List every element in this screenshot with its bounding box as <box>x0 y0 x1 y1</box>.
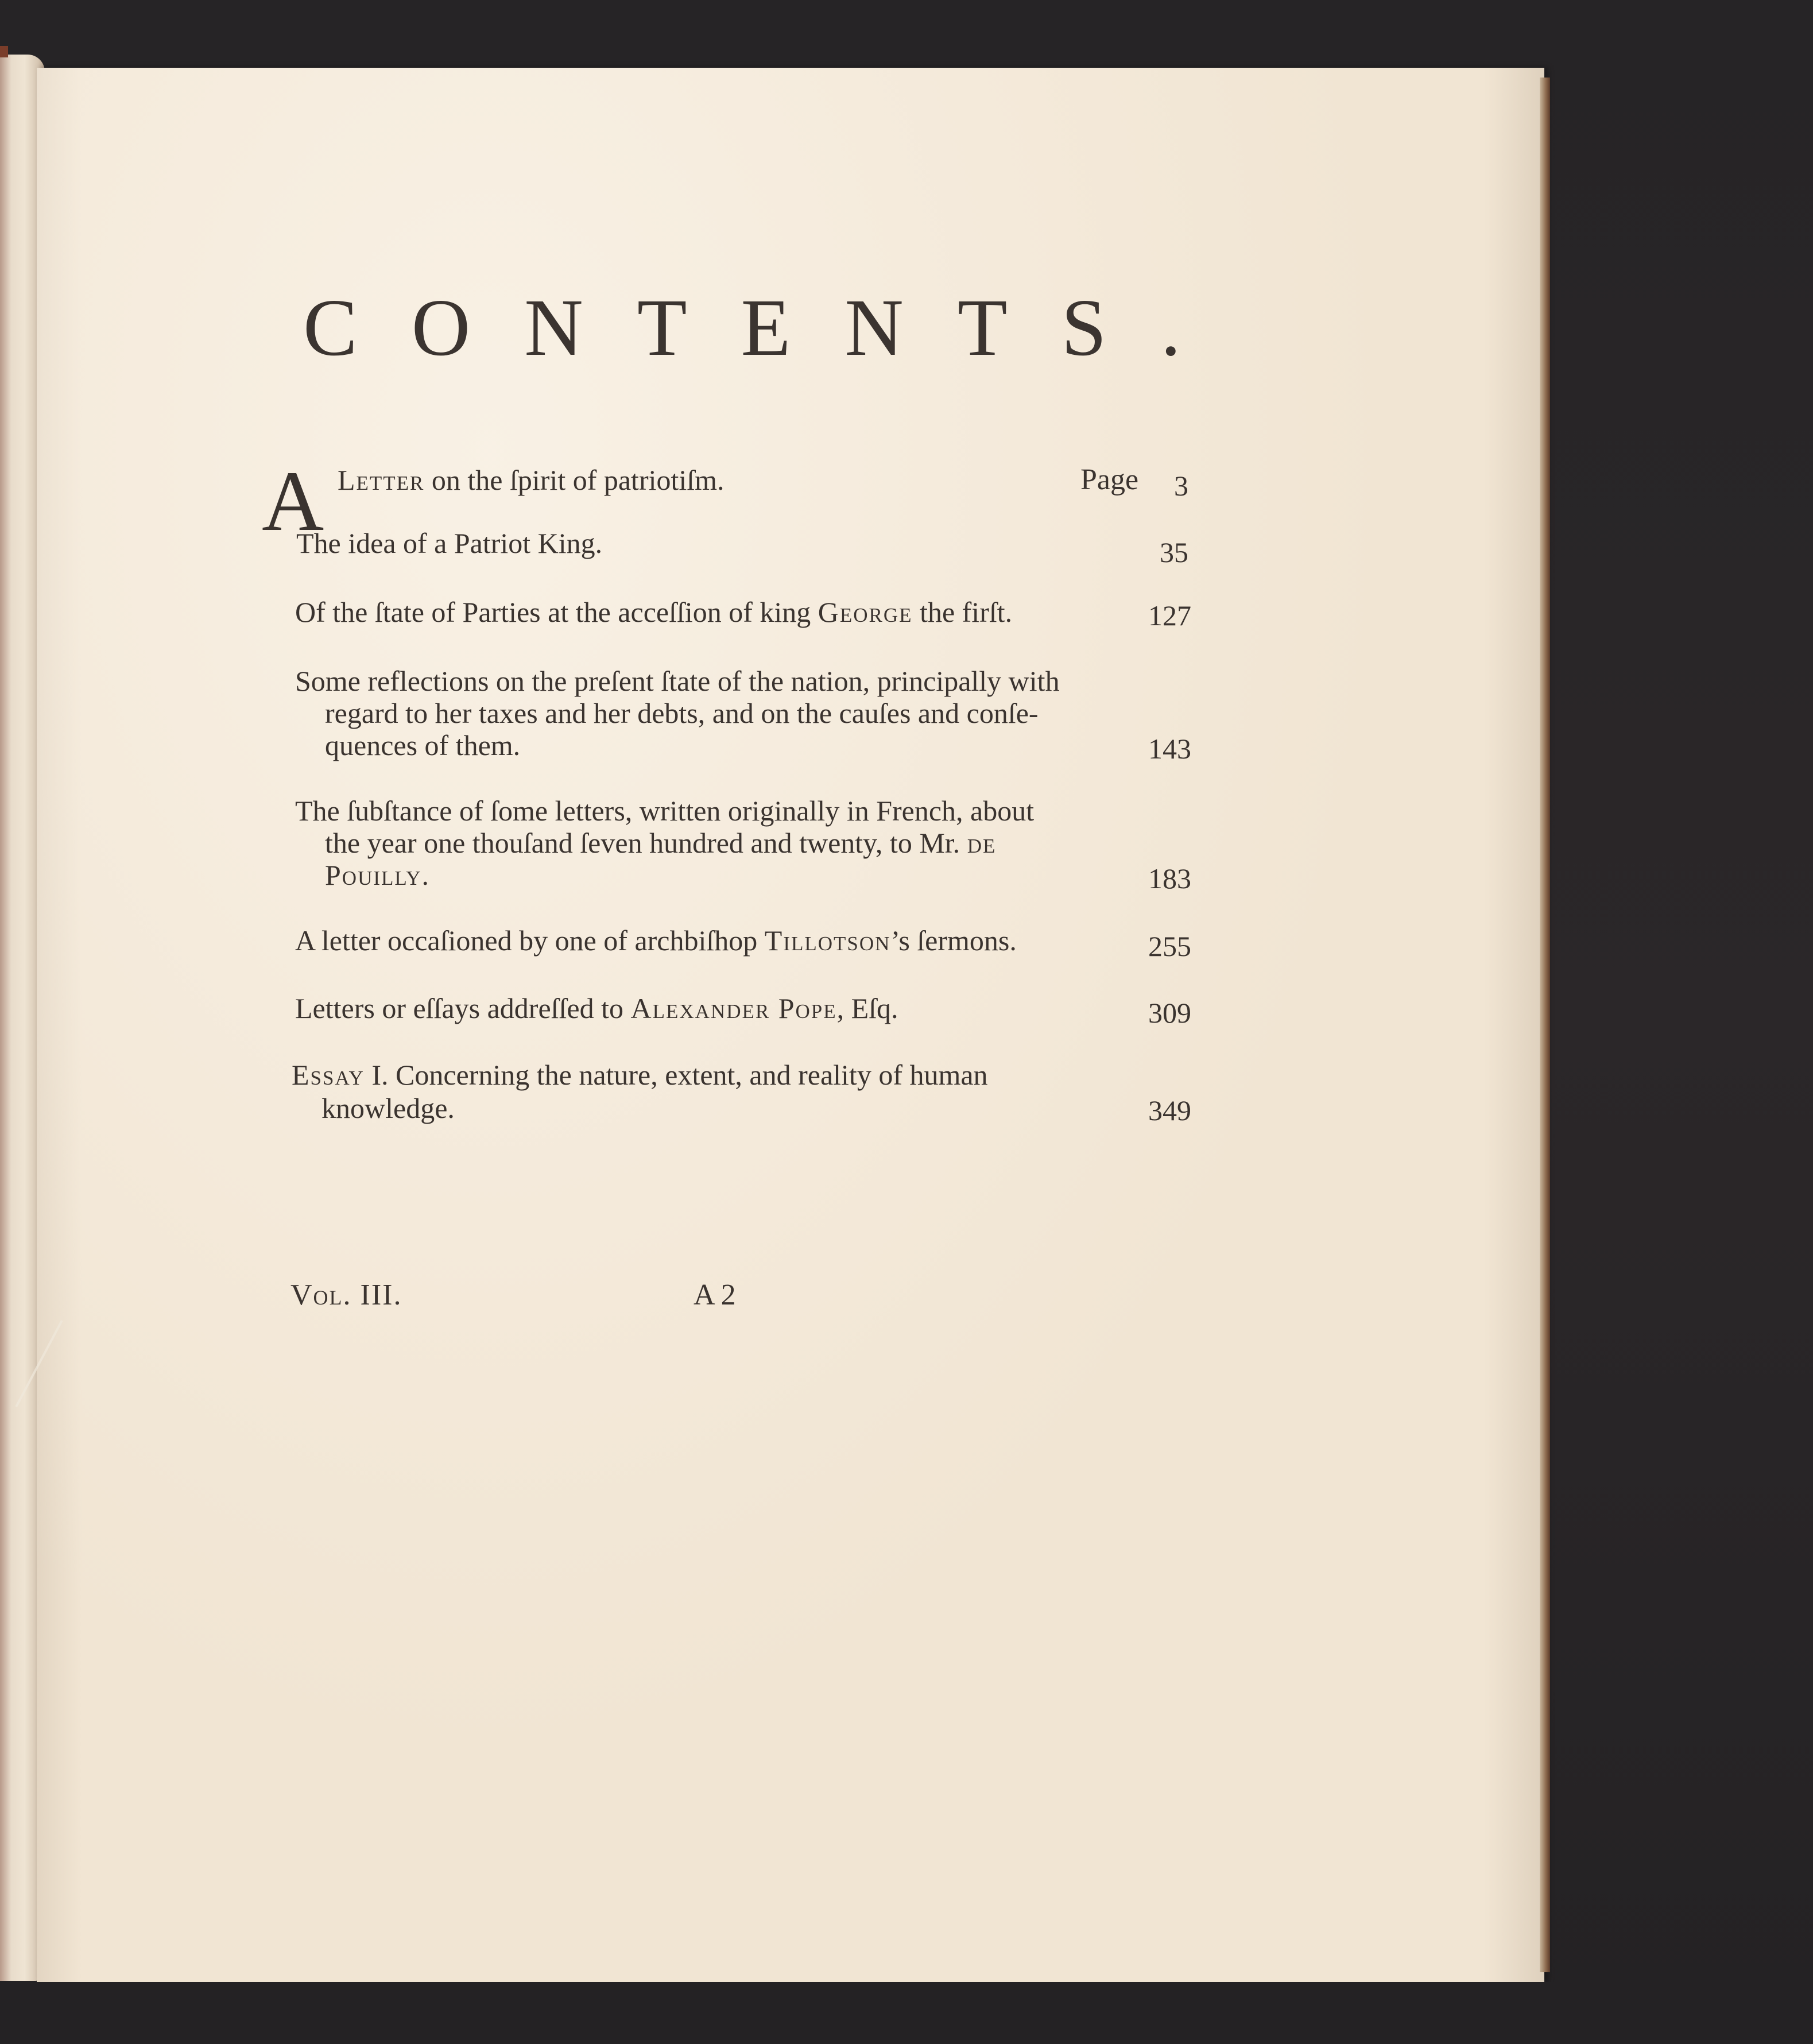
toc-entry-1-title: on the ſpirit of patriotiſm. <box>424 464 725 496</box>
toc-entry-8-line-1[interactable] <box>292 1059 988 1091</box>
toc-entry-1-page: 3 <box>1174 470 1188 502</box>
toc-entry-5-name-prefix: de <box>967 827 997 859</box>
signature-mark: A 2 <box>694 1279 736 1311</box>
toc-entry-6-title-b: ’s ſermons. <box>890 924 1017 957</box>
toc-entry-7-name: Alexander Pope <box>630 992 837 1024</box>
volume-label: Vol. III. <box>290 1279 402 1311</box>
toc-entry-3-name: George <box>818 596 913 628</box>
toc-entry-7-title-b: , Eſq. <box>836 992 898 1024</box>
toc-entry-4-line-2[interactable]: regard to her taxes and her debts, and on the cauſes and conſe- <box>325 697 1039 729</box>
toc-entry-6-title-a: A letter occaſioned by one of archbiſhop <box>295 924 765 957</box>
toc-entry-5-line-3[interactable]: Pouilly. <box>325 859 431 891</box>
toc-entry-7-page: 309 <box>1148 997 1191 1029</box>
toc-entry-8-lead: Essay <box>292 1059 365 1091</box>
contents-heading: CONTENTS. <box>303 282 1235 373</box>
drop-cap-letter: A <box>262 454 324 549</box>
toc-entry-4-page: 143 <box>1148 733 1191 765</box>
toc-entry-8-title: I. Concerning the nature, extent, and reality of human <box>364 1059 988 1091</box>
page-fore-edge <box>1540 78 1550 1972</box>
toc-entry-5-line-2[interactable] <box>325 827 996 859</box>
toc-entry-3-title-a: Of the ſtate of Parties at the acceſſion of king <box>295 596 818 628</box>
page-column-label: Page <box>1080 463 1139 496</box>
toc-entry-4-line-3[interactable]: quences of them. <box>325 729 521 761</box>
toc-entry-1[interactable] <box>338 464 725 496</box>
toc-entry-6-page: 255 <box>1148 930 1191 962</box>
toc-entry-2[interactable] <box>296 527 602 559</box>
toc-entry-7[interactable] <box>295 992 898 1024</box>
toc-entry-2-page: 35 <box>1160 536 1188 568</box>
toc-entry-3-page: 127 <box>1148 599 1191 632</box>
toc-entry-4-line-1[interactable]: Some reflections on the preſent ſtate of the nation, principally with <box>295 665 1060 697</box>
spine-strip <box>0 46 8 57</box>
toc-entry-8-page: 349 <box>1148 1094 1191 1126</box>
toc-entry-5-line-2-text: the year one thouſand ſeven hundred and twenty, to Mr. <box>325 827 967 859</box>
toc-entry-6-name: Tillotson <box>764 924 891 957</box>
toc-entry-5-page: 183 <box>1148 862 1191 895</box>
toc-entry-1-lead: Letter <box>338 464 425 496</box>
toc-entry-3-title-b: the firſt. <box>912 596 1013 628</box>
toc-entry-2-title: The idea of a Patriot King. <box>296 527 603 559</box>
toc-entry-6[interactable] <box>295 924 1017 957</box>
toc-entry-3[interactable] <box>295 596 1012 628</box>
toc-entry-8-line-2[interactable]: knowledge. <box>321 1092 455 1124</box>
toc-entry-5-line-1[interactable]: The ſubſtance of ſome letters, written originally in French, about <box>295 795 1035 827</box>
toc-entry-7-title-a: Letters or eſſays addreſſed to <box>295 992 631 1024</box>
bottom-background <box>0 1982 1813 2044</box>
